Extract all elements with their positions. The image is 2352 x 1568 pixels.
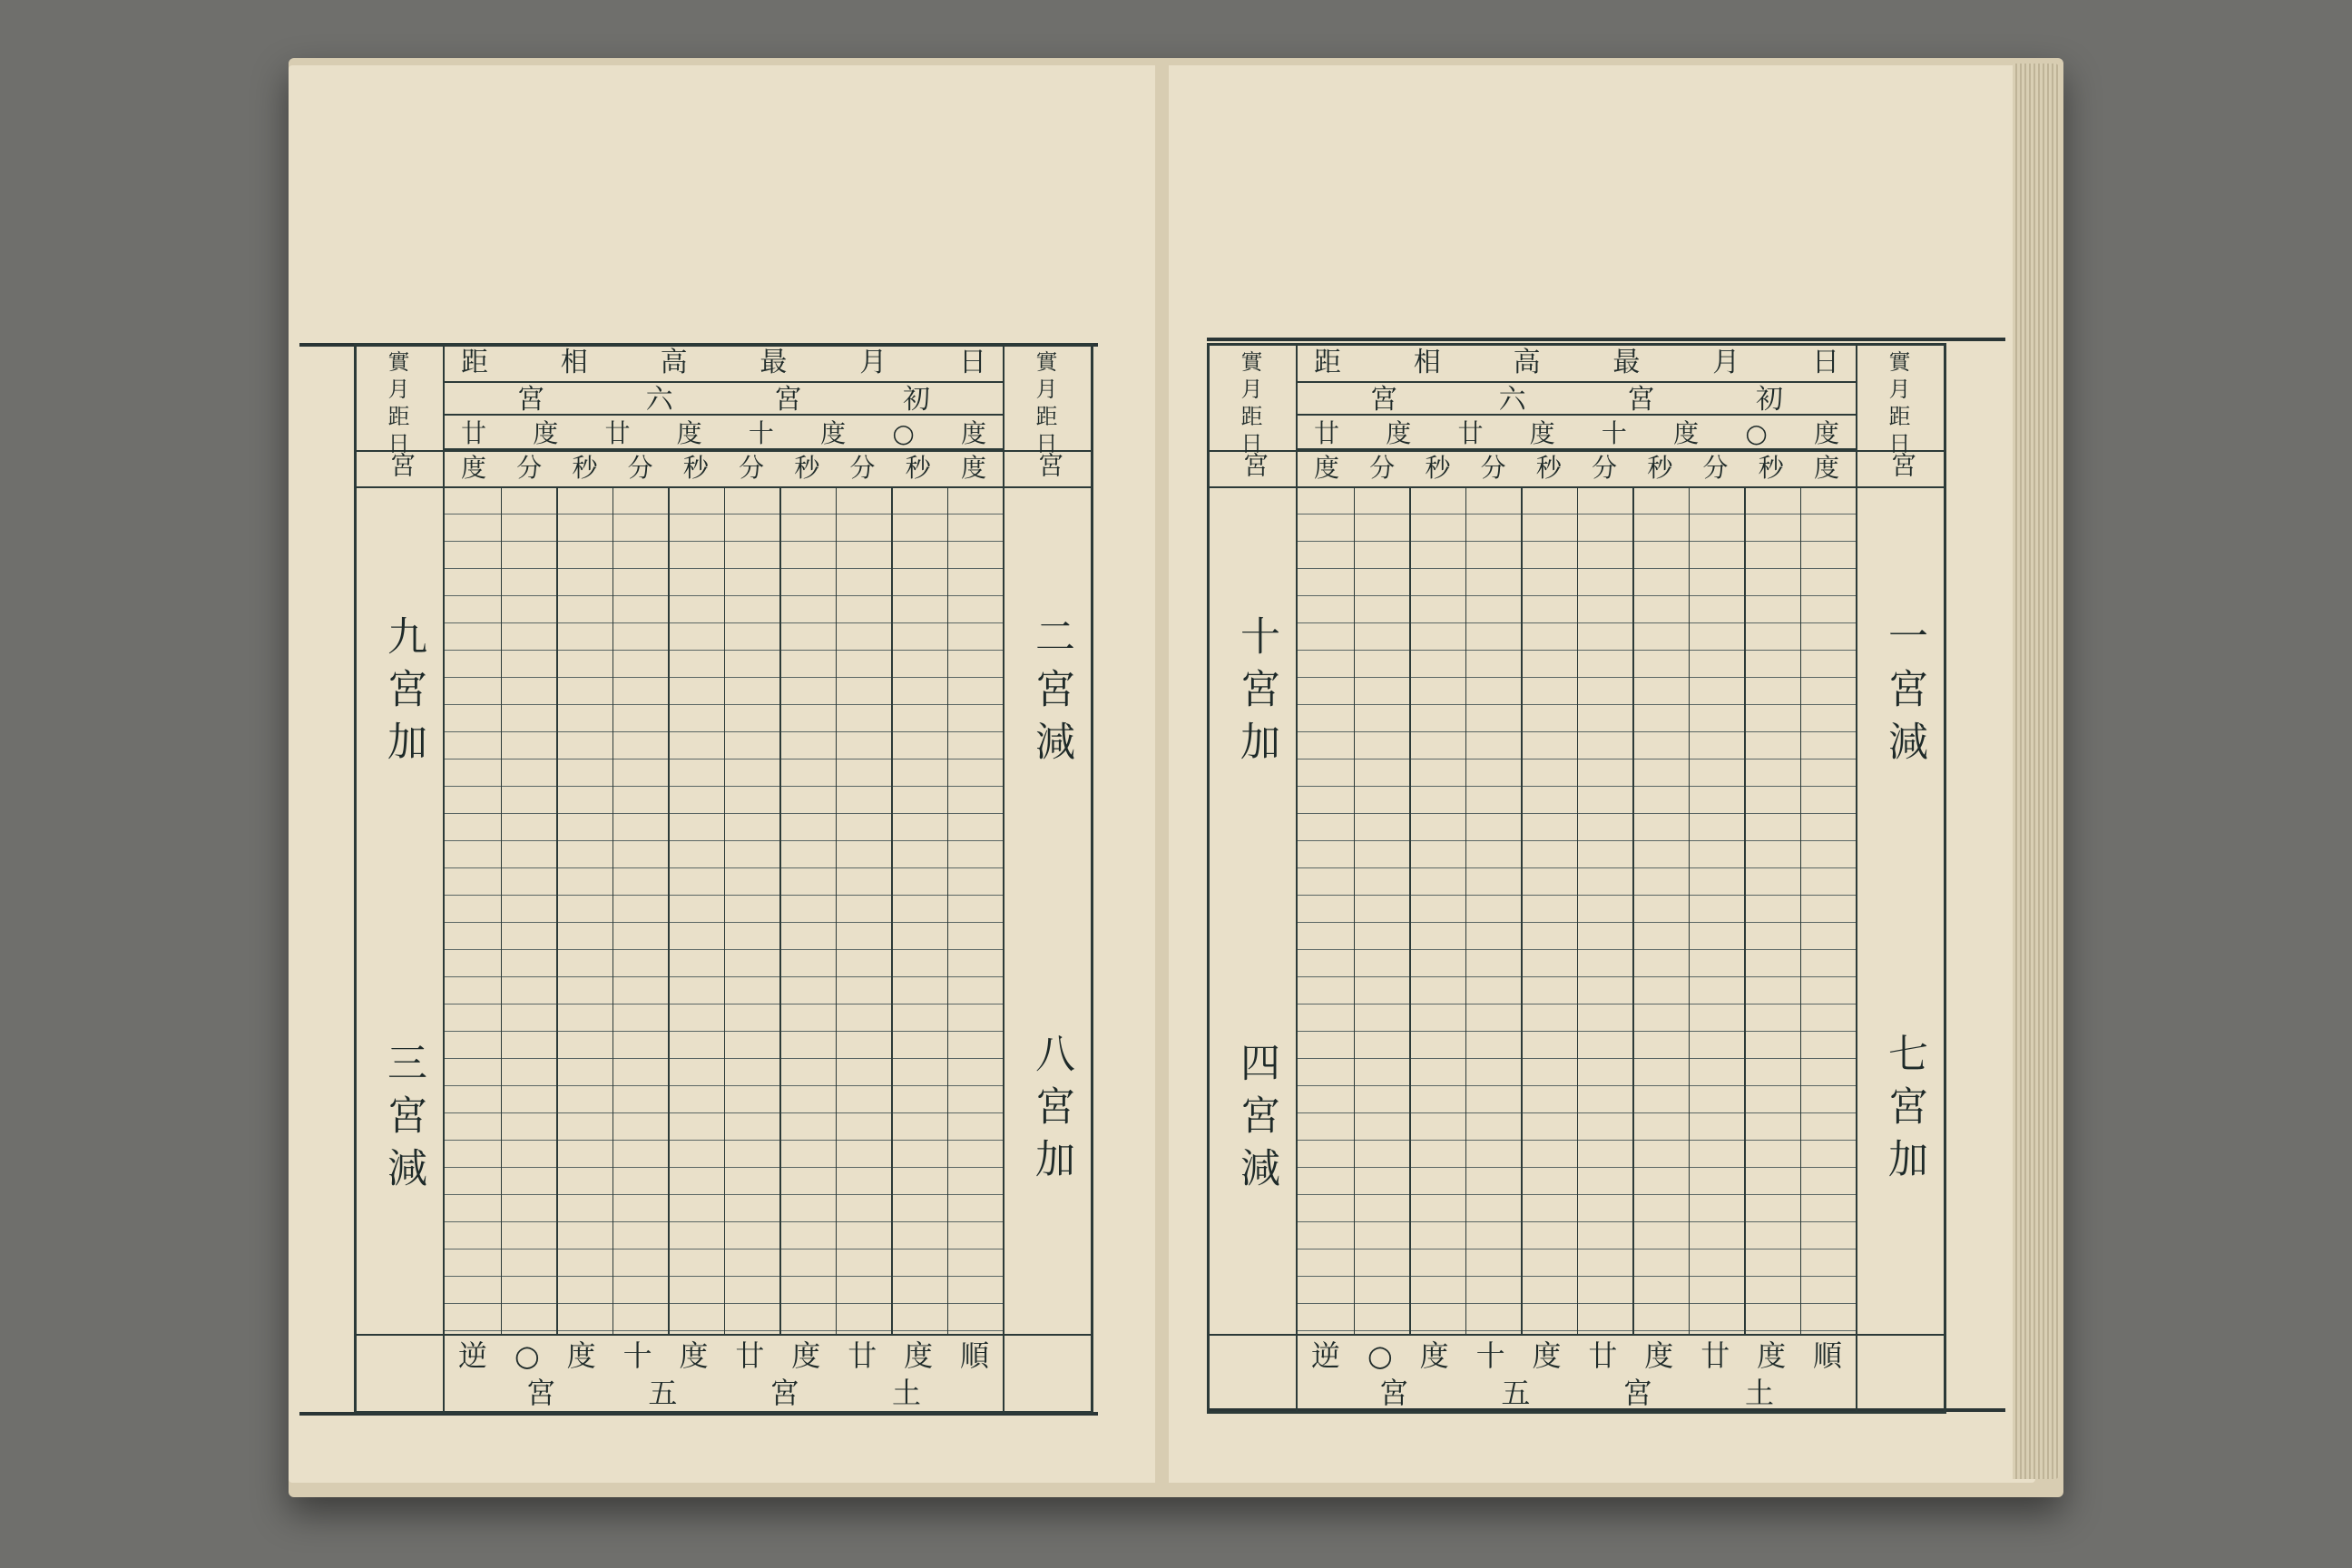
footer-row: [1298, 1338, 1856, 1374]
footer-char: 廿: [848, 1338, 877, 1373]
right-margin-label-bottom: 七宮加: [1881, 1033, 1927, 1191]
title-char: 日: [958, 347, 986, 378]
unit-char: 秒: [905, 453, 931, 483]
table-grid: [1298, 486, 1856, 1334]
footer-char: 十: [1475, 1338, 1505, 1373]
bottom-char: 五: [1501, 1376, 1531, 1410]
unit-char: 秒: [1647, 453, 1673, 483]
bottom-char: 宮: [1622, 1376, 1652, 1410]
third-row: [445, 417, 1003, 450]
third-char: 度: [1386, 418, 1412, 448]
unit-char: 秒: [1758, 453, 1784, 483]
unit-char: 分: [1480, 453, 1506, 483]
title-char: 高: [1513, 347, 1541, 378]
unit-char: 秒: [682, 453, 709, 483]
left-margin-label-top: 九宮加: [380, 615, 426, 773]
footer-char: 順: [960, 1338, 990, 1373]
third-char: 廿: [461, 418, 487, 448]
title-row: [445, 343, 1003, 383]
third-char: ○: [892, 418, 915, 448]
title-char: 月: [859, 347, 887, 378]
title-char: 最: [760, 347, 788, 378]
title-char: 月: [1712, 347, 1740, 378]
unit-char: 度: [1314, 453, 1340, 483]
title-char: 距: [1314, 347, 1341, 378]
unit-char: 分: [849, 453, 876, 483]
bottom-row: [445, 1376, 1003, 1410]
footer-char: 廿: [1700, 1338, 1730, 1373]
column-divider: [501, 486, 502, 1334]
unit-char: 秒: [1425, 453, 1451, 483]
footer-char: 度: [1532, 1338, 1562, 1373]
right-margin-label-top: 一宮減: [1881, 615, 1927, 773]
third-char: 度: [676, 418, 702, 448]
third-char: 廿: [1314, 418, 1340, 448]
second-char: 六: [645, 384, 673, 416]
title-char: 距: [461, 347, 488, 378]
footer-char: 度: [679, 1338, 709, 1373]
title-char: 高: [660, 347, 688, 378]
footer-char: 逆: [457, 1338, 487, 1373]
left-margin-label-top: 十宮加: [1233, 615, 1279, 773]
outer-right-header: 實月距日: [1885, 350, 1910, 459]
column-divider: [724, 486, 725, 1334]
outer-left-header: 實月距日: [1237, 350, 1262, 459]
third-row: [1298, 417, 1856, 450]
third-char: 度: [1529, 418, 1555, 448]
footer-char: 度: [904, 1338, 934, 1373]
unit-char: 度: [461, 453, 487, 483]
bottom-char: 土: [1744, 1376, 1774, 1410]
third-char: 廿: [604, 418, 631, 448]
footer-char: 度: [566, 1338, 596, 1373]
bottom-char: 宮: [526, 1376, 556, 1410]
footer-row: [445, 1338, 1003, 1374]
right-margin-label-bottom: 八宮加: [1028, 1033, 1074, 1191]
page-edges: [2013, 64, 2060, 1479]
third-char: 十: [748, 418, 774, 448]
unit-char: 分: [1702, 453, 1729, 483]
outer-left-subheader: 宮: [1240, 452, 1269, 483]
footer-char: 度: [1644, 1338, 1674, 1373]
column-divider: [891, 486, 893, 1334]
column-divider: [612, 486, 613, 1334]
second-char: 宮: [1627, 384, 1655, 416]
third-char: 度: [820, 418, 847, 448]
right-top-rule: [1207, 338, 2005, 341]
right-table: [1207, 343, 1946, 1414]
third-char: 度: [960, 418, 986, 448]
footer-char: 度: [1419, 1338, 1449, 1373]
column-divider: [1800, 486, 1801, 1334]
column-divider: [1744, 486, 1746, 1334]
left-table: [354, 343, 1093, 1414]
bottom-char: 宮: [769, 1376, 799, 1410]
outer-left-subheader: 宮: [387, 452, 416, 483]
title-char: 相: [1413, 347, 1441, 378]
footer-char: 廿: [1588, 1338, 1618, 1373]
outer-left-header: 實月距日: [384, 350, 409, 459]
column-divider: [1689, 486, 1690, 1334]
title-row: [1298, 343, 1856, 383]
title-char: 最: [1612, 347, 1641, 378]
footer-char: 度: [1757, 1338, 1787, 1373]
title-char: 相: [560, 347, 588, 378]
third-char: 廿: [1457, 418, 1484, 448]
column-divider: [1521, 486, 1523, 1334]
column-divider: [1409, 486, 1411, 1334]
unit-char: 分: [1592, 453, 1618, 483]
left-margin-label-bottom: 四宮減: [1233, 1042, 1279, 1200]
right-margin-label-top: 二宮減: [1028, 615, 1074, 773]
second-char: 初: [1755, 384, 1783, 416]
column-divider: [556, 486, 558, 1334]
outer-right-subheader: 宮: [1887, 452, 1917, 483]
unit-char: 分: [627, 453, 653, 483]
footer-char: 十: [622, 1338, 652, 1373]
book-gutter: [1145, 65, 1181, 1483]
unit-row: [445, 452, 1003, 485]
footer-char: 度: [791, 1338, 821, 1373]
third-char: 度: [1673, 418, 1700, 448]
column-divider: [779, 486, 781, 1334]
title-char: 日: [1811, 347, 1839, 378]
unit-char: 秒: [794, 453, 820, 483]
unit-row: [1298, 452, 1856, 485]
outer-right-subheader: 宮: [1034, 452, 1064, 483]
bottom-char: 土: [891, 1376, 921, 1410]
bottom-char: 五: [648, 1376, 678, 1410]
column-divider: [1465, 486, 1466, 1334]
column-divider: [668, 486, 670, 1334]
footer-char: 廿: [735, 1338, 765, 1373]
second-row: [445, 385, 1003, 416]
second-char: 宮: [774, 384, 802, 416]
left-margin-label-bottom: 三宮減: [380, 1042, 426, 1200]
footer-char: ○: [514, 1338, 540, 1373]
bottom-row: [1298, 1376, 1856, 1410]
column-divider: [1354, 486, 1355, 1334]
unit-char: 秒: [572, 453, 598, 483]
footer-char: 逆: [1310, 1338, 1340, 1373]
bottom-char: 宮: [1379, 1376, 1409, 1410]
column-divider: [1632, 486, 1634, 1334]
outer-right-header: 實月距日: [1032, 350, 1057, 459]
table-grid: [445, 486, 1003, 1334]
third-char: 度: [1813, 418, 1839, 448]
second-row: [1298, 385, 1856, 416]
column-divider: [836, 486, 837, 1334]
second-char: 六: [1498, 384, 1526, 416]
third-char: 十: [1601, 418, 1627, 448]
third-char: 度: [533, 418, 559, 448]
second-char: 宮: [1370, 384, 1397, 416]
column-divider: [947, 486, 948, 1334]
unit-char: 度: [960, 453, 986, 483]
second-char: 宮: [517, 384, 544, 416]
footer-char: 順: [1813, 1338, 1843, 1373]
unit-char: 度: [1813, 453, 1839, 483]
unit-char: 分: [516, 453, 543, 483]
unit-char: 秒: [1535, 453, 1562, 483]
column-divider: [1577, 486, 1578, 1334]
third-char: ○: [1745, 418, 1768, 448]
unit-char: 分: [1369, 453, 1396, 483]
unit-char: 分: [739, 453, 765, 483]
second-char: 初: [902, 384, 930, 416]
footer-char: ○: [1367, 1338, 1393, 1373]
